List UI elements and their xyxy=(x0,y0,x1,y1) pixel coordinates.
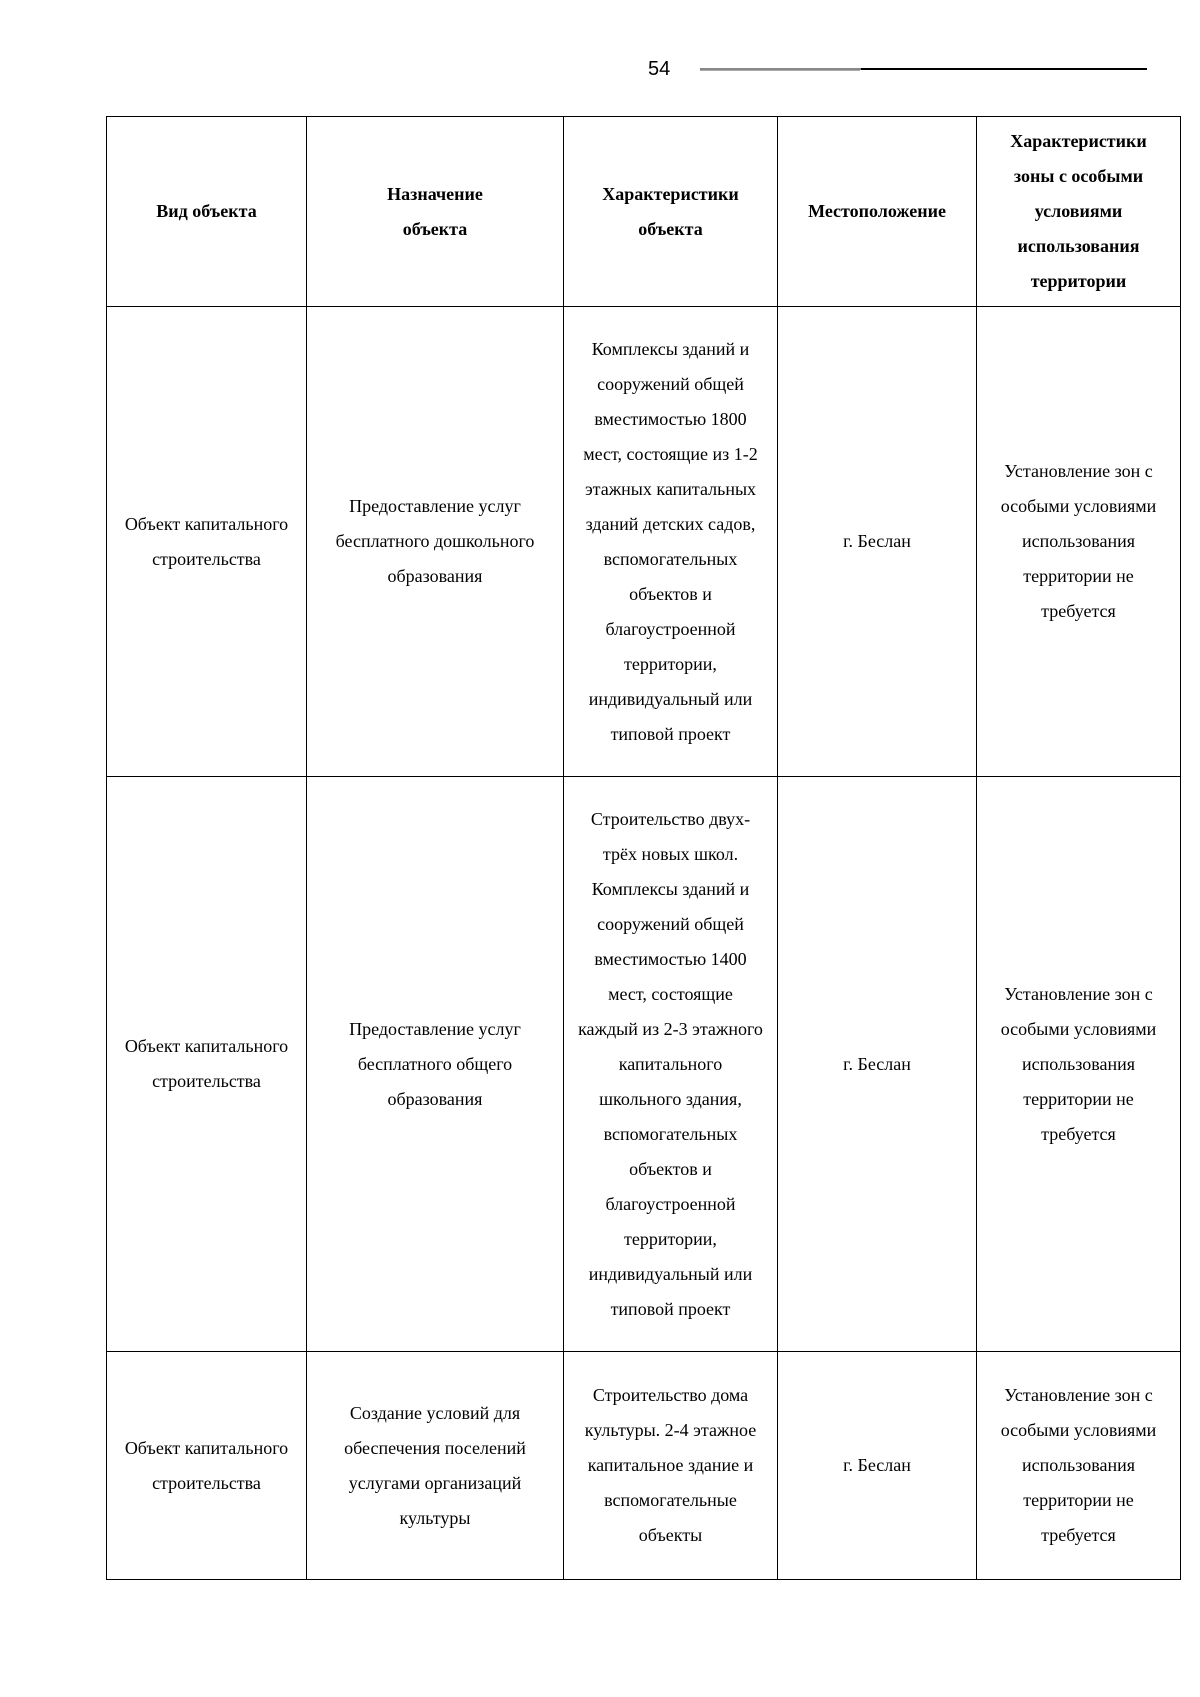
cell-object-characteristics: Комплексы зданий и сооружений общей вместимостью 1800 мест, состоящие из 1-2 этажных капитальных зданий детских садов, вспомогательных объектов и благоустроенной территории, индивидуальный или типовой проект xyxy=(564,307,778,777)
cell-object-type: Объект капитального строительства xyxy=(107,1352,307,1580)
cell-zone: Установление зон с особыми условиями использования территории не требуется xyxy=(977,1352,1181,1580)
cell-object-purpose: Предоставление услуг бесплатного общего образования xyxy=(307,777,564,1352)
header-rule xyxy=(700,68,1147,70)
cell-location: г. Беслан xyxy=(778,307,977,777)
cell-zone: Установление зон с особыми условиями использования территории не требуется xyxy=(977,777,1181,1352)
table-row xyxy=(107,777,1181,1352)
cell-zone: Установление зон с особыми условиями использования территории не требуется xyxy=(977,307,1181,777)
cell-object-purpose: Предоставление услуг бесплатного дошкольного образования xyxy=(307,307,564,777)
table-header-row xyxy=(107,117,1181,307)
page-number: 54 xyxy=(648,58,671,80)
objects-table xyxy=(106,116,1181,1580)
header-object-type: Вид объекта xyxy=(107,117,307,307)
header-object-purpose: Назначение объекта xyxy=(307,117,564,307)
table-row xyxy=(107,1352,1181,1580)
header-object-characteristics: Характеристики объекта xyxy=(564,117,778,307)
cell-object-type: Объект капитального строительства xyxy=(107,777,307,1352)
cell-object-characteristics: Строительство дома культуры. 2-4 этажное капитальное здание и вспомогательные объекты xyxy=(564,1352,778,1580)
cell-object-type: Объект капитального строительства xyxy=(107,307,307,777)
cell-object-purpose: Создание условий для обеспечения поселений услугами организаций культуры xyxy=(307,1352,564,1580)
header-zone-characteristics: Характеристики зоны с особыми условиями использования территории xyxy=(977,117,1181,307)
header-location: Местоположение xyxy=(778,117,977,307)
cell-location: г. Беслан xyxy=(778,777,977,1352)
cell-location: г. Беслан xyxy=(778,1352,977,1580)
table-row xyxy=(107,307,1181,777)
cell-object-characteristics: Строительство двух-трёх новых школ. Комплексы зданий и сооружений общей вместимостью 1400 мест, состоящие каждый из 2-3 этажного капитального школьного здания, вспомогательных объектов и благоустроенной территории, индивидуальный или типовой проект xyxy=(564,777,778,1352)
